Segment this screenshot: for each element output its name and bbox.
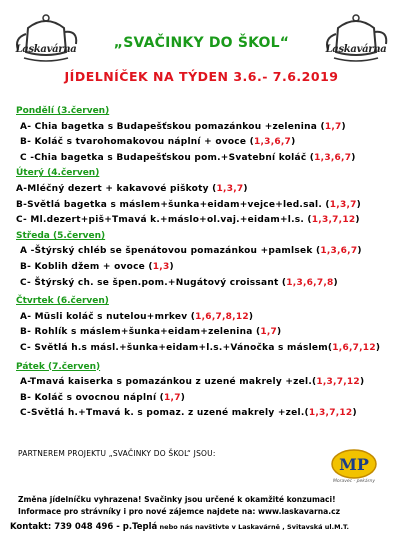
item-end: ) [333, 277, 338, 288]
item-end: ) [357, 246, 362, 257]
item-end: ) [277, 327, 282, 338]
contact-address: nebo nás navštivte v Laskavárně , Svitavská ul.M.T. [157, 523, 349, 531]
allergens: 1,3,6,7,8 [286, 277, 334, 288]
notice [18, 494, 340, 518]
moravec-pekarny-logo [330, 448, 378, 486]
mp-subtitle: Moravec - pekárny [333, 479, 375, 484]
item-text: A -Štýrský chléb se špenátovou pomazánkou +pamlsek ( [20, 246, 321, 257]
allergens: 1,3,6,7 [254, 137, 292, 148]
menu-item [16, 120, 396, 136]
menu-item [16, 325, 396, 341]
item-text: A- Chia bagetka s Budapešťskou pomazánkou +zelenina ( [20, 121, 325, 132]
contact-phone: Kontakt: 739 048 496 - p.Teplá [10, 522, 158, 532]
menu-item [16, 182, 396, 198]
item-end: ) [351, 152, 356, 163]
item-text: B-Světlá bagetka s máslem+šunka+eidam+vejce+led.sal. ( [16, 199, 330, 210]
item-text: B- Koláč s tvarohomakovou náplní + ovoce ( [20, 137, 254, 148]
allergens: 1,3,7,12 [311, 215, 356, 226]
item-end: ) [291, 137, 296, 148]
item-text: C-Světlá h.+Tmavá k. s pomaz. z uzené makrely +zel.( [20, 408, 309, 419]
item-text: B- Rohlík s máslem+šunka+eidam+zelenina ( [20, 327, 261, 338]
item-text: C- Ml.dezert+piš+Tmavá k.+máslo+ol.vaj.+eidam+l.s. ( [16, 215, 312, 226]
menu-item [16, 375, 396, 391]
allergens: 1,6,7,12 [332, 342, 376, 353]
allergens: 1,3,6,7 [314, 152, 352, 163]
menu-item [16, 135, 396, 151]
item-end: ) [180, 392, 186, 403]
menu-item [16, 151, 396, 167]
allergens: 1,3,7,12 [316, 377, 360, 388]
menu-item [16, 391, 396, 407]
day-heading-wednesday: Středa (5.červen) [16, 230, 106, 241]
day-heading-friday: Pátek (7.červen) [16, 361, 101, 372]
item-end: ) [341, 121, 346, 132]
allergens: 1,7 [260, 327, 278, 338]
menu-item [16, 213, 396, 229]
menu-item [16, 260, 396, 276]
day-heading-thursday: Čtvrtek (6.červen) [16, 296, 109, 307]
menu-item [16, 198, 396, 214]
page-title: „SVAČINKY DO ŠKOL“ [113, 35, 290, 51]
item-text: C -Chia bagetka s Budapešťskou pom.+Svatební koláč ( [20, 152, 315, 163]
menu-item [16, 310, 396, 326]
contact-line [10, 522, 349, 532]
allergens: 1,3,7 [216, 183, 244, 194]
menu-week-heading: JÍDELNÍČEK NA TÝDEN 3.6.- 7.6.2019 [64, 69, 339, 84]
item-end: ) [169, 261, 174, 272]
weekly-menu [16, 104, 396, 422]
allergens: 1,6,7,8,12 [195, 311, 249, 322]
day-heading-monday: Pondělí (3.červen) [16, 106, 110, 116]
mp-badge-icon [330, 448, 378, 480]
menu-item [16, 406, 396, 422]
item-text: B- Koláč s ovocnou náplní ( [20, 392, 165, 403]
notice-line-2: Informace pro strávníky i pro nové zájemce najdete na: www.laskavarna.cz [18, 507, 341, 516]
menu-item [16, 276, 396, 292]
svg-text:MP: MP [339, 455, 369, 474]
item-end: ) [356, 199, 362, 210]
menu-item [16, 244, 396, 260]
notice-line-1: Změna jídelníčku vyhrazena! Svačinky jsou určené k okamžité konzumaci! [18, 495, 336, 504]
item-end: ) [248, 311, 254, 322]
item-end: ) [359, 377, 365, 388]
item-text: B- Koblih džem + ovoce ( [20, 261, 153, 272]
allergens: 1,7 [164, 392, 181, 403]
allergens: 1,3,6,7 [320, 246, 358, 257]
item-end: ) [355, 215, 360, 226]
allergens: 1,3 [152, 261, 170, 272]
logo-text: Laskavárna [325, 44, 387, 55]
item-text: C- Světlá h.s másl.+šunka+eidam+l.s.+Vánočka s máslem( [20, 342, 333, 353]
item-text: C- Štýrský ch. se špen.pom.+Nugátový croissant ( [20, 277, 287, 288]
menu-item [16, 341, 396, 357]
item-end: ) [375, 342, 381, 353]
day-heading-tuesday: Úterý (4.červen) [16, 168, 100, 179]
partner-text: PARTNEREM PROJEKTU „SVAČINKY DO ŠKOL“ JSOU: [18, 449, 216, 458]
allergens: 1,3,7,12 [308, 408, 353, 419]
item-text: A-Mléčný dezert + kakavové piškoty ( [16, 183, 217, 194]
allergens: 1,7 [324, 121, 342, 132]
item-end: ) [352, 408, 357, 419]
item-text: A-Tmavá kaiserka s pomazánkou z uzené makrely +zel.( [20, 377, 317, 388]
item-text: A- Müsli koláč s nutelou+mrkev ( [20, 311, 196, 322]
logo-text: Laskavárna [15, 44, 77, 55]
item-end: ) [243, 183, 248, 194]
allergens: 1,3,7 [329, 199, 357, 210]
